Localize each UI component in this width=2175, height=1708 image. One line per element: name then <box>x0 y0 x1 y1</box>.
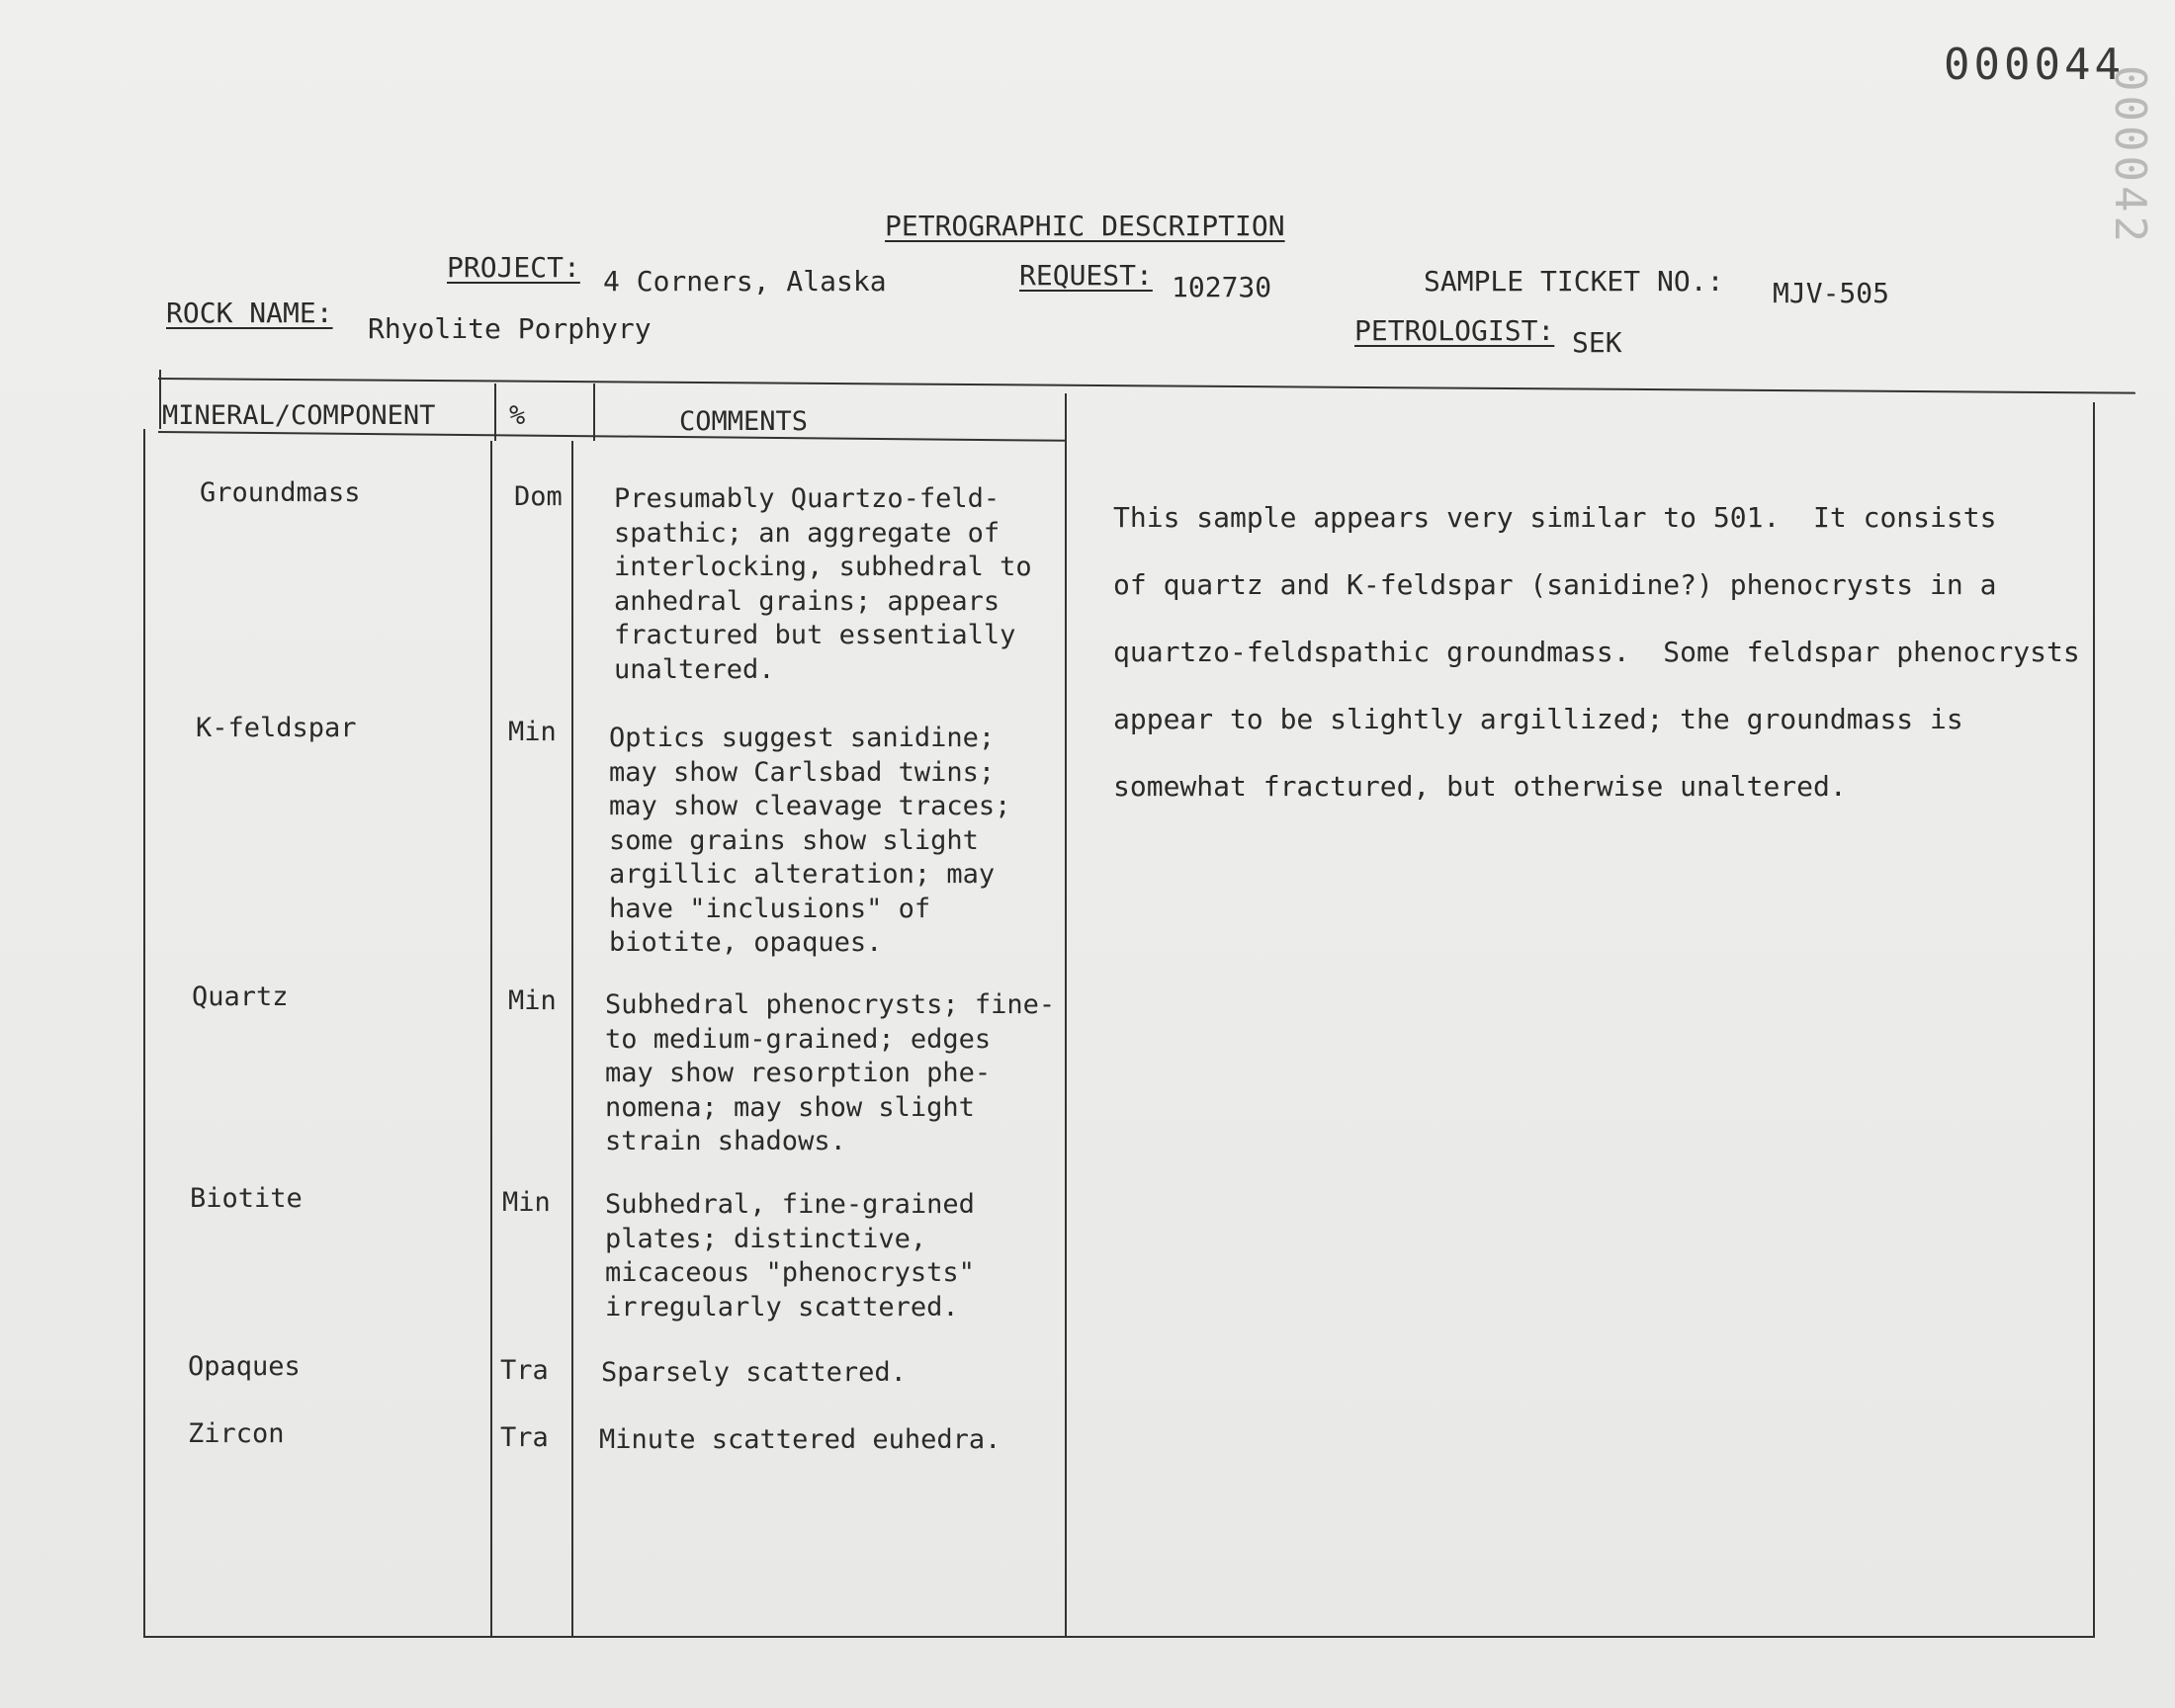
request-label: REQUEST: <box>1019 259 1153 292</box>
table-cell-mineral: Groundmass <box>200 477 361 508</box>
table-left-border-top <box>159 370 161 429</box>
table-cell-comments: Presumably Quartzo-feld- spathic; an aggregate of interlocking, subhedral to anhedral grains; appears fractured but essentially unaltered. <box>614 483 1032 685</box>
table-cell-mineral: K-feldspar <box>196 713 357 743</box>
rock-name-label: ROCK NAME: <box>166 297 333 329</box>
table-cell-comments: Subhedral, fine-grained plates; distinctive, micaceous "phenocrysts" irregularly scattered. <box>605 1189 975 1323</box>
table-cell-comments: Subhedral phenocrysts; fine- to medium-grained; edges may show resorption phe- nomena; may show slight strain shadows. <box>605 989 1056 1156</box>
comments-divider <box>571 441 573 1637</box>
table-cell-mineral: Zircon <box>188 1418 285 1449</box>
table-top-border <box>158 378 2135 394</box>
column-header-percent: % <box>509 400 526 431</box>
table-cell-percent: Min <box>502 1187 551 1218</box>
table-cell-comments: Minute scattered euhedra. <box>599 1424 1001 1455</box>
request-value: 102730 <box>1172 271 1272 303</box>
project-value: 4 Corners, Alaska <box>603 265 887 298</box>
document-number: 000044 <box>1944 40 2125 90</box>
project-label: PROJECT: <box>447 251 580 284</box>
table-left-border <box>143 429 145 1637</box>
table-cell-percent: Min <box>508 717 557 747</box>
sample-ticket-value: MJV-505 <box>1773 277 1890 309</box>
column-header-mineral: MINERAL/COMPONENT <box>162 400 436 431</box>
comments-divider-top <box>593 384 595 441</box>
table-cell-percent: Min <box>508 985 557 1016</box>
percent-divider-top <box>494 384 496 441</box>
table-cell-comments: Optics suggest sanidine; may show Carlsbad twins; may show cleavage traces; some grains show slight argillic alteration; may have "inclusions" of biotite, opaques. <box>609 723 1011 958</box>
table-bottom-border <box>143 1636 2093 1638</box>
percent-divider <box>490 441 492 1637</box>
narrative-divider <box>1065 393 1067 1637</box>
table-cell-comments: Sparsely scattered. <box>601 1357 907 1388</box>
narrative-text: This sample appears very similar to 501. It consists of quartz and K-feldspar (sanidine?) phenocrysts in a quartzo-feldspathic groundmass. Some feldspar phenocrysts appear to be slightly argillized; the groundmass is somewhat fractured, but otherwise unaltered. <box>1113 501 2080 803</box>
rock-name-value: Rhyolite Porphyry <box>368 312 652 345</box>
table-cell-mineral: Opaques <box>188 1351 301 1382</box>
sample-ticket-label: SAMPLE TICKET NO.: <box>1424 265 1724 298</box>
petrologist-value: SEK <box>1572 326 1622 359</box>
petrologist-label: PETROLOGIST: <box>1354 314 1555 347</box>
table-cell-percent: Tra <box>500 1355 549 1386</box>
table-cell-mineral: Quartz <box>192 982 289 1012</box>
column-header-comments: COMMENTS <box>679 406 809 437</box>
document-number-faint: 000042 <box>2105 65 2155 246</box>
table-cell-percent: Dom <box>514 481 563 512</box>
table-cell-percent: Tra <box>500 1422 549 1453</box>
page-title: PETROGRAPHIC DESCRIPTION <box>885 210 1285 242</box>
table-cell-mineral: Biotite <box>190 1183 303 1214</box>
